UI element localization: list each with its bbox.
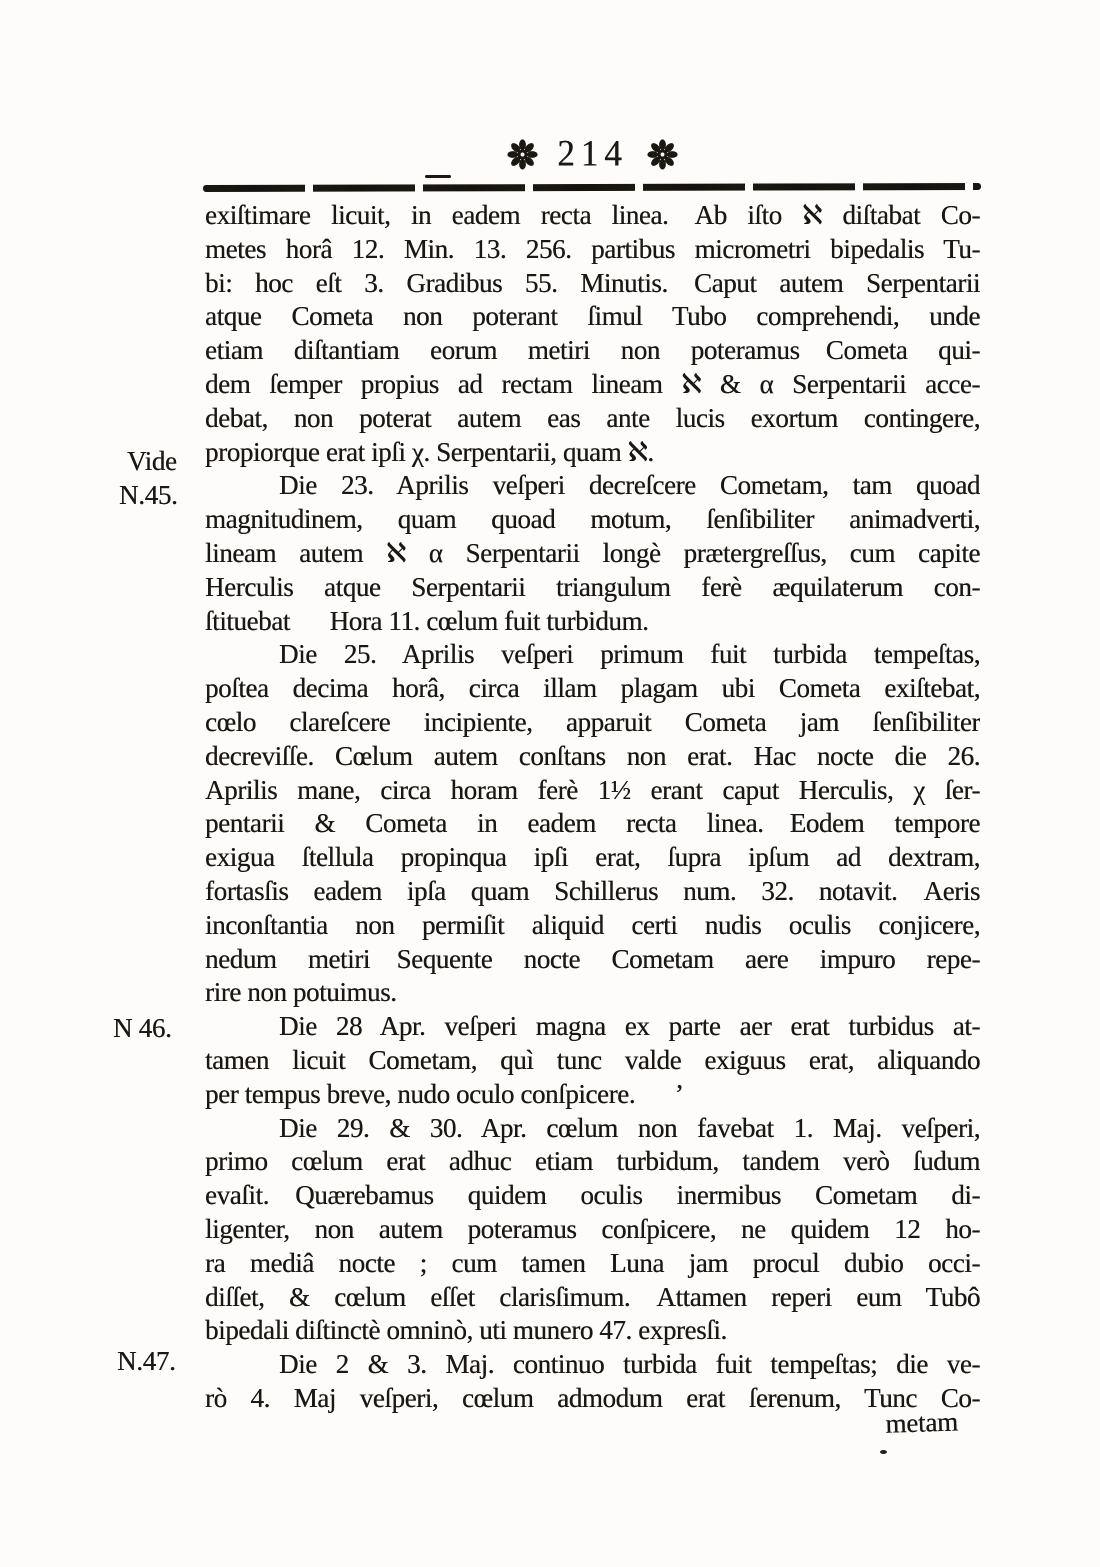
text-line: fortasſis eadem ipſa quam Schillerus num. 32. notavit. Aeris [205, 875, 980, 906]
text-line: bipedali diſtinctè omninò, uti munero 47. expresſi. [205, 1315, 727, 1346]
catchword: metam [884, 1406, 959, 1439]
text-line: per tempus breve, nudo oculo conſpicere. ’ [205, 1078, 684, 1109]
text-line: diſſet, & cœlum eſſet clarisſimum. Attamen reperi eum Tubô [205, 1281, 980, 1312]
page-number: 214 [557, 133, 628, 174]
text-line: cœlo clareſcere incipiente, apparuit Cometa jam ſenſibiliter [205, 706, 980, 737]
text-line: dem ſemper propius ad rectam lineam ℵ & α Serpentarii acce- [205, 368, 980, 399]
text-line: exiſtimare licuit, in eadem recta linea. Ab iſto ℵ diſtabat Co- [205, 200, 980, 230]
header-rule [203, 183, 981, 192]
text-line: evaſit. Quærebamus quidem oculis inermibus Cometam di- [205, 1180, 980, 1211]
text-line: magnitudinem, quam quoad motum, ſenſibiliter animadverti, [205, 504, 980, 535]
margin-note-n46: N 46. [113, 1013, 172, 1043]
text-block [205, 199, 980, 1450]
ink-mark [425, 175, 451, 178]
text-line: debat, non poterat autem eas ante lucis exortum contingere, [205, 402, 980, 433]
text-line: Die 29. & 30. Apr. cœlum non favebat 1. Maj. veſperi, [279, 1112, 980, 1143]
text-line: etiam diſtantiam eorum metiri non poteramus Cometa qui- [205, 335, 980, 366]
text-line: primo cœlum erat adhuc etiam turbidum, tandem verò ſudum [205, 1146, 980, 1177]
text-line: ra mediâ nocte ; cum tamen Luna jam procul dubio occi- [205, 1247, 980, 1278]
text-line: pentarii & Cometa in eadem recta linea. Eodem tempore [205, 808, 980, 839]
text-line: Die 2 & 3. Maj. continuo turbida fuit tempeſtas; die ve- [279, 1349, 980, 1380]
text-line: propiorque erat ipſi χ. Serpentarii, quam ℵ. [205, 436, 654, 467]
text-line: bi: hoc eſt 3. Gradibus 55. Minutis. Caput autem Serpentarii [205, 267, 980, 298]
text-line: rire non potuimus. [205, 977, 397, 1008]
rosette-ornament-icon [506, 138, 539, 171]
text-line: exigua ſtellula propinqua ipſi erat, ſupra ipſum ad dextram, [205, 842, 980, 873]
text-line: nedum metiri Sequente nocte Cometam aere impuro repe- [205, 943, 980, 974]
margin-note-n45: N.45. [119, 480, 178, 510]
ink-mark [880, 1450, 887, 1454]
text-line: inconſtantia non permiſit aliquid certi nudis oculis conjicere, [205, 909, 980, 940]
margin-note-vide: Vide [127, 446, 177, 476]
text-line: atque Cometa non poterant ſimul Tubo comprehendi, unde [205, 301, 980, 332]
text-line: metes horâ 12. Min. 13. 256. partibus micrometri bipedalis Tu- [205, 233, 980, 264]
text-line: ligenter, non autem poteramus conſpicere, ne quidem 12 ho- [205, 1213, 980, 1244]
rosette-ornament-icon [646, 138, 679, 171]
text-line: decreviſſe. Cœlum autem conſtans non erat. Hac nocte die 26. [205, 740, 980, 771]
text-line: Aprilis mane, circa horam ferè 1½ erant caput Herculis, χ ſer- [205, 774, 980, 805]
text-line: Die 23. Aprilis veſperi decreſcere Cometam, tam quoad [279, 470, 980, 501]
text-line: lineam autem ℵ α Serpentarii longè prætergreſſus, cum capite [205, 537, 980, 568]
page-header [205, 134, 980, 174]
text-line: Herculis atque Serpentarii triangulum ferè æquilaterum con- [205, 571, 980, 602]
margin-note-n47: N.47. [117, 1346, 176, 1376]
text-line: poſtea decima horâ, circa illam plagam ubi Cometa exiſtebat, [205, 673, 980, 704]
text-line: Die 25. Aprilis veſperi primum fuit turbida tempeſtas, [279, 639, 980, 670]
text-line: ſtituebat Hora 11. cœlum fuit turbidum. [205, 605, 649, 636]
text-line: Die 28 Apr. veſperi magna ex parte aer erat turbidus at- [279, 1011, 980, 1042]
text-line: tamen licuit Cometam, quì tunc valde exiguus erat, aliquando [205, 1044, 980, 1075]
text-line: rò 4. Maj veſperi, cœlum admodum erat ſerenum, Tunc Co- [205, 1382, 980, 1413]
